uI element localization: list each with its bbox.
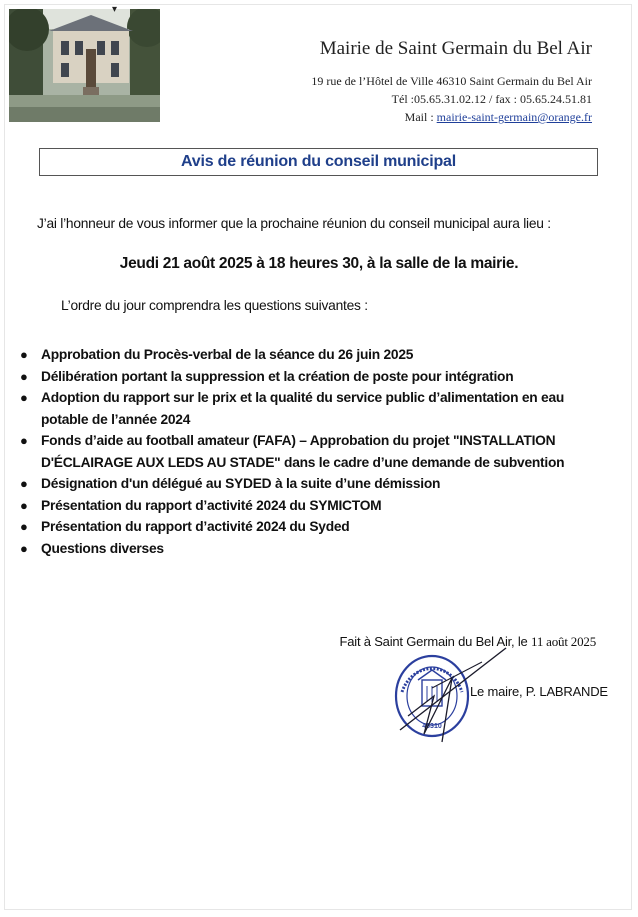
agenda-item	[20, 516, 590, 538]
bullet-icon: ●	[20, 347, 28, 362]
bullet-icon: ●	[20, 540, 28, 556]
agenda-item-text: Délibération portant la suppression et la création de poste pour intégration	[41, 368, 514, 384]
top-mark: ▾	[112, 4, 118, 15]
town-hall-illustration	[9, 9, 160, 122]
agenda-item	[20, 366, 590, 388]
agenda-intro: L’ordre du jour comprendra les questions suivantes :	[61, 298, 368, 313]
bullet-icon: ●	[20, 368, 28, 384]
agenda-item-text: Désignation d'un délégué au SYDED à la suite d’une démission	[41, 476, 441, 491]
mail-label: Mail :	[404, 110, 437, 124]
agenda-list	[20, 344, 590, 559]
agenda-item	[20, 538, 590, 560]
agenda-item-text: Présentation du rapport d’activité 2024 du Syded	[41, 519, 350, 534]
mayor-name: Le maire, P. LABRANDE	[470, 684, 608, 699]
notice-title-box	[39, 148, 598, 176]
bullet-icon: ●	[20, 433, 28, 448]
done-at-date: 11 août 2025	[531, 634, 596, 649]
agenda-item	[20, 344, 590, 366]
bullet-icon: ●	[20, 390, 28, 405]
letterhead	[311, 38, 592, 126]
intro-text: J’ai l’honneur de vous informer que la prochaine réunion du conseil municipal aura lieu :	[37, 216, 551, 231]
agenda-item-text: Adoption du rapport sur le prix et la qualité du service public d’alimentation en eau potable de l’année 2024	[41, 390, 565, 427]
agenda-item-text: Fonds d’aide au football amateur (FAFA) – Approbation du projet "INSTALLATION D'ÉCLAIRAGE AUX LEDS AU STADE" dans le cadre d’une demande de subvention	[41, 433, 565, 470]
address-line: 19 rue de l’Hôtel de Ville 46310 Saint Germain du Bel Air	[311, 74, 592, 88]
svg-text:46310: 46310	[422, 723, 442, 730]
mairie-title: Mairie de Saint Germain du Bel Air	[319, 38, 592, 59]
agenda-item-text: Questions diverses	[41, 540, 164, 556]
bullet-icon: ●	[20, 476, 28, 491]
agenda-item	[20, 473, 590, 495]
phone-line: Tél :05.65.31.02.12 / fax : 05.65.24.51.81	[391, 92, 592, 106]
mail-line	[311, 108, 592, 126]
bullet-icon: ●	[20, 497, 28, 513]
agenda-item	[20, 495, 590, 517]
meeting-date: Jeudi 21 août 2025 à 18 heures 30, à la salle de la mairie.	[119, 255, 519, 272]
agenda-item-text: Approbation du Procès-verbal de la séance du 26 juin 2025	[41, 347, 414, 362]
bullet-icon: ●	[20, 519, 28, 534]
notice-title: Avis de réunion du conseil municipal	[181, 153, 456, 170]
town-hall-photo	[9, 9, 160, 122]
done-at-text: Fait à Saint Germain du Bel Air, le	[339, 634, 531, 649]
agenda-item-text: Présentation du rapport d’activité 2024 du SYMICTOM	[41, 497, 382, 513]
agenda-item	[20, 387, 590, 430]
mail-link[interactable]: mairie-saint-germain@orange.fr	[436, 110, 592, 124]
agenda-item	[20, 430, 590, 473]
